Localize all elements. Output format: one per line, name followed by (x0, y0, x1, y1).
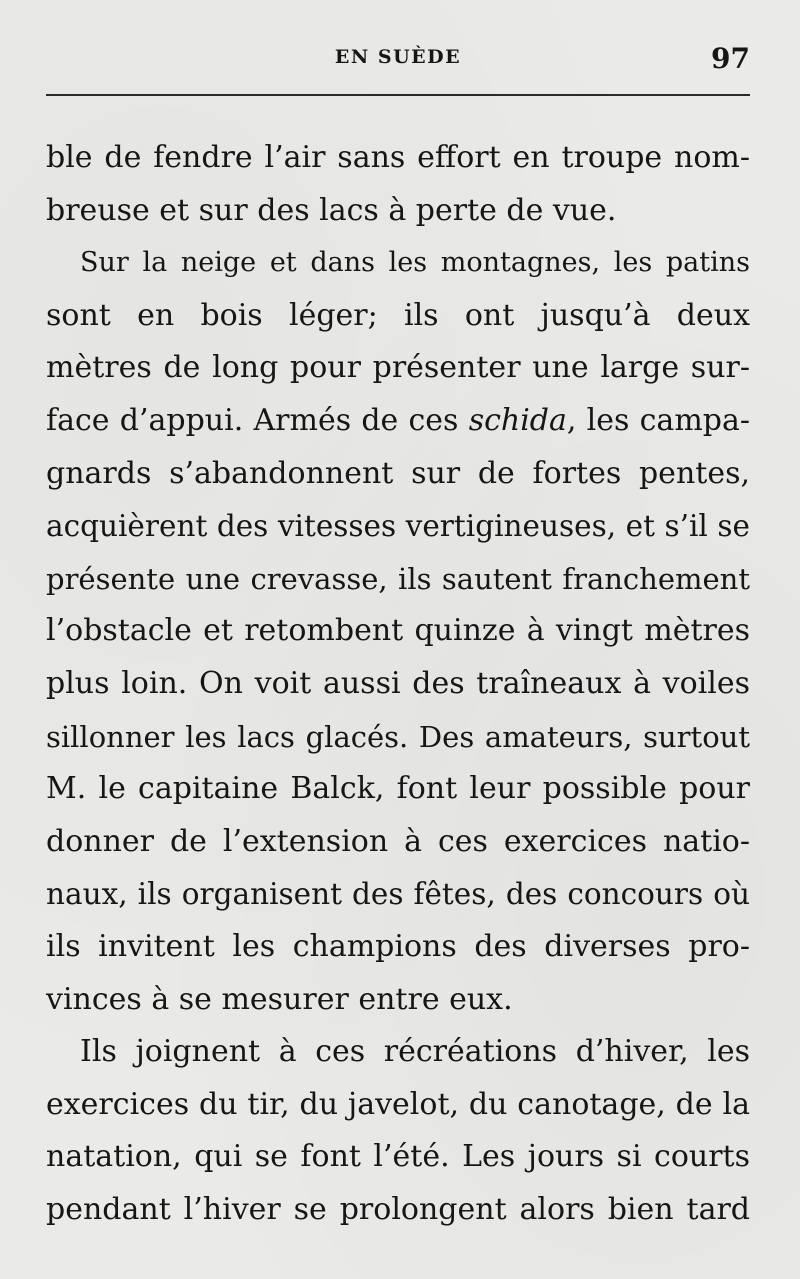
text-line: Sur la neige et dans les montagnes, les patins (80, 247, 750, 279)
text-line: vinces à se mesurer entre eux. (46, 981, 513, 1017)
italic-term: schida (468, 402, 567, 438)
text-line: ils invitent les champions des diverses pro- (46, 928, 750, 964)
text-line: exercices du tir, du javelot, du canotage, de la (46, 1086, 750, 1122)
text-line: breuse et sur des lacs à perte de vue. (46, 192, 617, 228)
text-line: naux, ils organisent des fêtes, des concours où (46, 877, 750, 912)
body-text (46, 132, 750, 1236)
text-line (46, 395, 750, 448)
text-line: présente une crevasse, ils sautent franchement (46, 561, 750, 596)
text-line: Ils joignent à ces récréations d’hiver, les (80, 1034, 750, 1070)
running-head (46, 42, 750, 76)
text-line: natation, qui se font l’été. Les jours si courts (46, 1139, 750, 1175)
running-title: EN SUÈDE (334, 46, 462, 68)
text-line: acquièrent des vitesses vertigineuses, et s’il se (46, 509, 750, 544)
text-line: pendant l’hiver se prolongent alors bien tard (46, 1191, 750, 1227)
text-segment: face d’appui. Armés de ces (46, 402, 469, 438)
text-line: ble de fendre l’air sans effort en troupe nom- (46, 140, 750, 175)
text-line: donner de l’extension à ces exercices natio- (46, 823, 750, 859)
text-line: l’obstacle et retombent quinze à vingt mètres (46, 613, 750, 649)
text-line: sillonner les lacs glacés. Des amateurs, surtout (46, 719, 750, 754)
page-number: 97 (711, 42, 750, 75)
text-line: sont en bois léger; ils ont jusqu’à deux (46, 297, 750, 333)
text-line: plus loin. On voit aussi des traîneaux à voiles (46, 665, 750, 701)
text-line: gnards s’abandonnent sur de fortes pentes, (46, 455, 750, 491)
text-segment: , les campa- (566, 402, 750, 438)
text-line: mètres de long pour présenter une large sur- (46, 350, 750, 386)
text-line: M. le capitaine Balck, font leur possible pour (46, 771, 750, 807)
header-rule (46, 94, 750, 96)
